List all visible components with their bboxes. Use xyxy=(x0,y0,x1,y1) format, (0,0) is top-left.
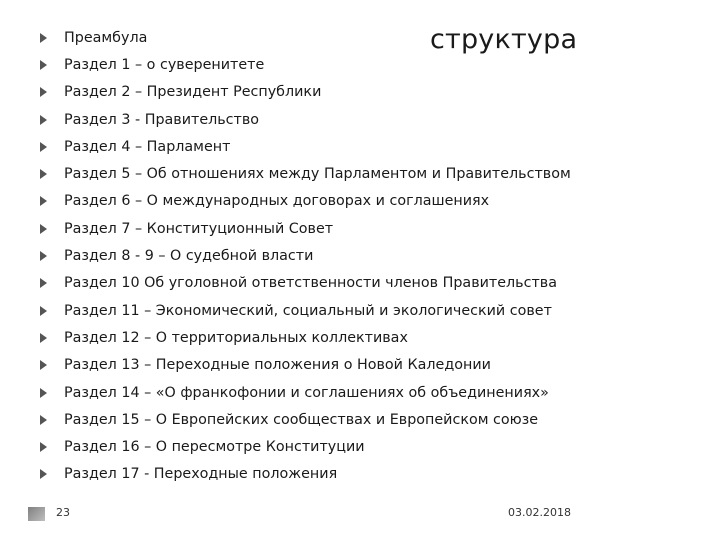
bullet-arrow-icon xyxy=(40,388,47,398)
bullet-arrow-icon xyxy=(40,60,47,70)
bullet-arrow-icon xyxy=(40,333,47,343)
bullet-text: Раздел 4 – Парламент xyxy=(64,138,231,155)
bullet-text: Раздел 14 – «О франкофонии и соглашениях об объединениях» xyxy=(64,384,549,401)
bullet-text: Раздел 16 – О пересмотре Конституции xyxy=(64,439,365,456)
bullet-text: Раздел 8 - 9 – О судебной власти xyxy=(64,248,314,265)
bullet-item xyxy=(40,51,571,78)
footer-date: 03.02.2018 xyxy=(508,506,571,519)
bullet-text: Раздел 11 – Экономический, социальный и экологический совет xyxy=(64,302,552,319)
bullet-text: Раздел 13 – Переходные положения о Новой Каледонии xyxy=(64,357,491,374)
bullet-arrow-icon xyxy=(40,33,47,43)
bullet-item xyxy=(40,352,571,379)
bullet-text: Раздел 7 – Конституционный Совет xyxy=(64,220,334,237)
footer-accent-block xyxy=(28,507,45,521)
bullet-item xyxy=(40,188,571,215)
bullet-text: Раздел 5 – Об отношениях между Парламентом и Правительством xyxy=(64,166,571,183)
bullet-item xyxy=(40,406,571,433)
bullet-item xyxy=(40,24,571,51)
bullet-text: Раздел 6 – О международных договорах и соглашениях xyxy=(64,193,490,210)
bullet-text: Раздел 1 – о суверенитете xyxy=(64,56,265,73)
bullet-item xyxy=(40,79,571,106)
bullet-text: Раздел 17 - Переходные положения xyxy=(64,466,338,483)
bullet-item xyxy=(40,324,571,351)
bullet-item xyxy=(40,433,571,460)
bullet-arrow-icon xyxy=(40,142,47,152)
bullet-text: Раздел 15 – О Европейских сообществах и Европейском союзе xyxy=(64,411,539,428)
bullet-text: Раздел 3 - Правительство xyxy=(64,111,260,128)
bullet-arrow-icon xyxy=(40,360,47,370)
bullet-item xyxy=(40,133,571,160)
bullet-arrow-icon xyxy=(40,306,47,316)
bullet-arrow-icon xyxy=(40,278,47,288)
slide-page-number: 23 xyxy=(56,506,70,519)
bullet-item xyxy=(40,270,571,297)
bullet-arrow-icon xyxy=(40,115,47,125)
slide-title: структура xyxy=(430,24,578,55)
bullet-text: Раздел 12 – О территориальных коллективах xyxy=(64,329,408,346)
bullet-text: Раздел 2 – Президент Республики xyxy=(64,84,322,101)
bullet-arrow-icon xyxy=(40,415,47,425)
bullet-text: Раздел 10 Об уголовной ответственности членов Правительства xyxy=(64,275,557,292)
bullet-arrow-icon xyxy=(40,251,47,261)
bullet-arrow-icon xyxy=(40,442,47,452)
bullet-arrow-icon xyxy=(40,169,47,179)
bullet-item xyxy=(40,242,571,269)
bullet-item xyxy=(40,379,571,406)
bullet-arrow-icon xyxy=(40,224,47,234)
bullet-arrow-icon xyxy=(40,87,47,97)
bullet-list xyxy=(40,24,571,488)
bullet-arrow-icon xyxy=(40,196,47,206)
bullet-item xyxy=(40,461,571,488)
bullet-arrow-icon xyxy=(40,469,47,479)
bullet-item xyxy=(40,160,571,187)
bullet-item xyxy=(40,106,571,133)
bullet-item xyxy=(40,297,571,324)
bullet-text: Преамбула xyxy=(64,29,148,46)
bullet-item xyxy=(40,215,571,242)
